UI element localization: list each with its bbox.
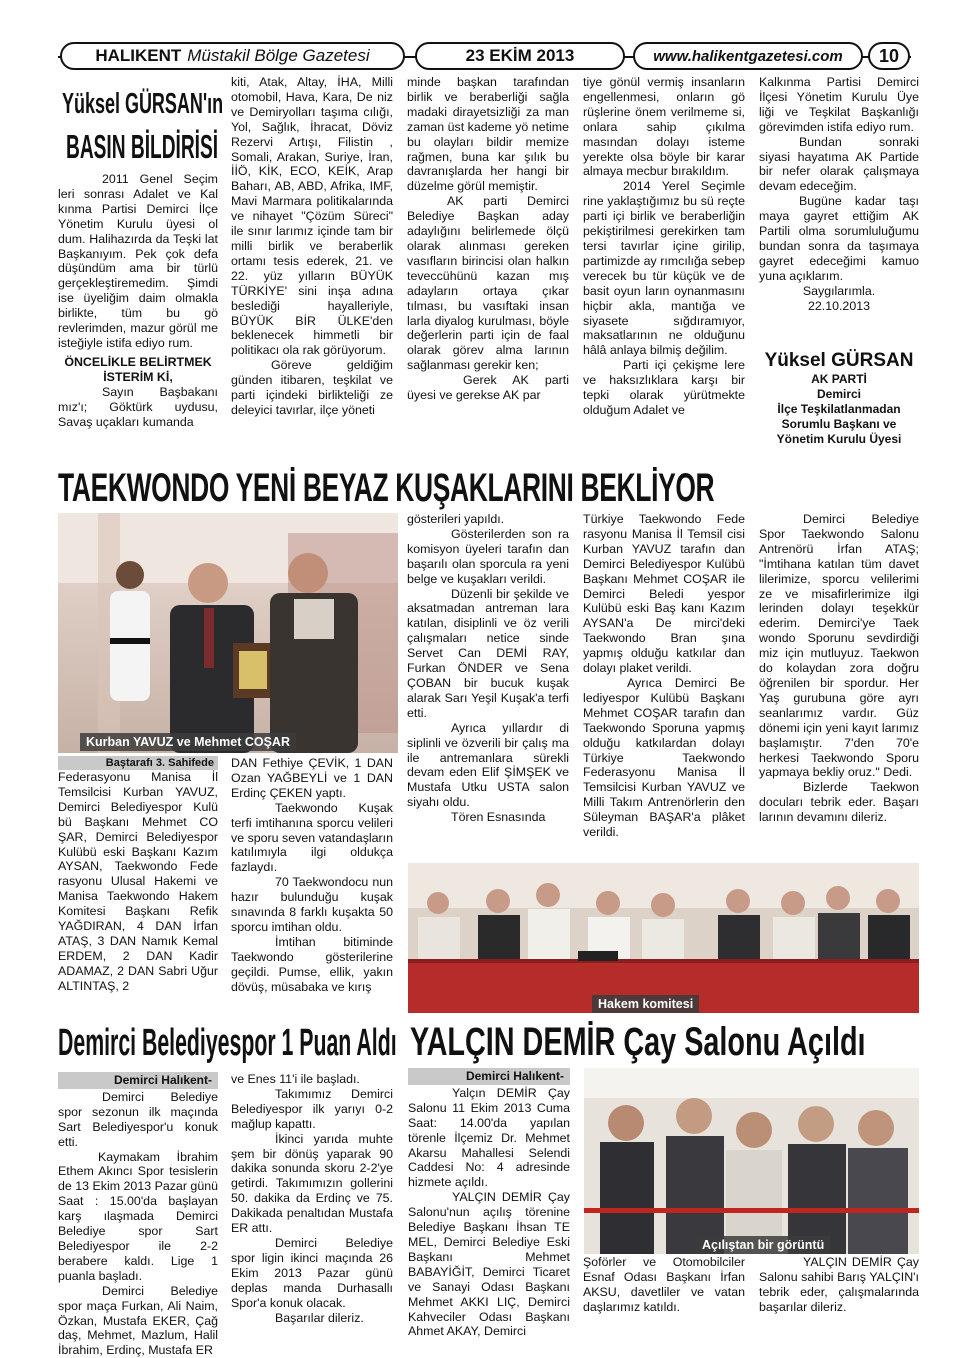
article1-col4-p3: Parti içi çekişme lere ve haksızlıklara karşı bir tepki olarak yürütmekte olduğum Adalet ve — [583, 358, 745, 417]
taekwondo-col2-p4: İmtihan bitiminde Taekwondo gösterilerine geçildi. Pumse, ellik, yakın dövüş, müsabaka ve kırış — [231, 934, 393, 994]
article1-col3-p2: AK parti Demirci Belediye Başkan aday adaylığını belirlemede ölçü olarak alınması gereken vasıfların birincisi olan halkın teveccühünü kazan mış adayların ortaya çıkar tılması, bu vasıftaki insan larla diyalog kurulması, böyle değerlerin parti için de faal olarak görev alma larının sağlanması gerekir ken; — [407, 194, 569, 373]
sports-col2-p4: Demirci Belediye spor ligin ikinci maçında 26 Ekim 2013 Pazar günü deplas manda Durhasallı Spor'a konuk olacak. — [231, 1235, 393, 1310]
taekwondo-col5-p2: Bizlerde Taekwon docuları tebrik eder. Başarı larının devamını dileriz. — [759, 780, 919, 825]
sports-headline: Demirci Belediyespor 1 Puan Aldı — [58, 1022, 397, 1064]
photo-plaque-caption: Kurban YAVUZ ve Mehmet COŞAR — [80, 733, 296, 751]
tea-house-col3 — [759, 1255, 919, 1315]
masthead-subtitle: Müstakil Bölge Gazetesi — [187, 46, 370, 65]
article1-col4-p2: 2014 Yerel Seçimle rine yaklaştığımız bu sü reçte parti içi birlik ve beraberliğin pekiştirilmesi gerekirken tam tersi tavırlar içine girilip, partimizde ay rımcılığa sebep verecek bu tür küçük ve de basit oyun ların oynanmasını hiçbir akla, mantığa ve siyasete sığdıramıyor, maksatlarının ne olduğunu hâlâ anlaya bilmiş değilim. — [583, 179, 745, 358]
article1-signature — [756, 350, 922, 458]
continued-label-text: Baştarafı 3. Sahifede — [105, 757, 214, 769]
sports-col2 — [231, 1072, 393, 1325]
sports-byline: Demirci Halıkent- — [58, 1072, 218, 1089]
masthead[interactable] — [60, 42, 405, 70]
tea-house-byline: Demirci Halıkent- — [408, 1068, 570, 1085]
signature-line4: Sorumlu Başkanı ve — [781, 417, 897, 431]
taekwondo-col5 — [759, 512, 919, 862]
article1-title-line1: Yüksel GÜRSAN'ın — [62, 88, 224, 120]
signature-line2: Demirci — [816, 387, 862, 401]
photo-referee-committee-image — [408, 863, 919, 1013]
taekwondo-col2-p3: 70 Taekwondocu nun hazır bulunduğu kuşak sınavında 8 farklı kuşakta 50 sporcu imtihan oldu. — [231, 875, 393, 934]
issue-date: 23 EKİM 2013 — [415, 42, 625, 70]
article1-closing-date: 22.10.2013 — [807, 298, 870, 313]
photo-plaque-ceremony-image — [58, 513, 398, 753]
article1-col2 — [231, 75, 393, 460]
taekwondo-col4 — [583, 512, 745, 862]
tea-house-col1-p1: Yalçın DEMİR Çay Salonu 11 Ekim 2013 Cuma Saat: 14.00'da yapılan törenle İlçemiz Dr. Mehmet Akarsu Mahallesi Selendi Caddesi No: 4 adresinde hizmete açıldı. — [408, 1085, 570, 1190]
sports-col2-p1: ve Enes 11'i ile başladı. — [231, 1072, 360, 1086]
tea-house-col1-p2: YALÇIN DEMİR Çay Salonu'nun açılış törenine Belediye Başkanı İhsan TE MEL, Demirci Belediye Eski Başkanı Mehmet BABAYİĞİT, Demirci Ticaret ve Sanayi Odası Başkanı Mehmet AKKI LIÇ, Demirci Kahveciler Odası Başkanı Ahmet AKAY, Demirci — [408, 1190, 570, 1339]
masthead-brand: HALIKENT — [95, 46, 182, 65]
photo-plaque-ceremony[interactable] — [58, 513, 398, 753]
tea-house-col2 — [583, 1255, 745, 1315]
taekwondo-col3-p4: Ayrıca yıllardır di siplinli ve özverili bir çalış ma ile antremanlara sürekli devam eden Elif ŞİMŞEK ve Mustafa Utku USTA salon siyahı oldu. — [407, 720, 569, 810]
article1-col3-p1: minde başkan tarafından birlik ve beraberliği sağla madaki dirayetsizliği za man zaman üst kademe yö netime bu olayları bildir memize rağmen, buna kar şılık bu davranışlarda her hangi bir düzelme görül memiştir. — [407, 75, 569, 194]
photo-referee-committee[interactable] — [408, 863, 919, 1013]
taekwondo-col2-p2: Taekwondo Kuşak terfi imtihanına sporcu velileri ve sporu seven vatandaşların katılımıyla ilgi oldukça fazlaydı. — [231, 800, 393, 875]
tea-house-col3-text: YALÇIN DEMİR Çay Salonu sahibi Barış YALÇIN'ı tebrik eder, çalışmalarında başarılar dileriz. — [759, 1255, 919, 1314]
signature-name: Yüksel GÜRSAN — [764, 350, 914, 371]
article1-col4-p1: tiye gönül vermiş insanların engellenmesi, onların gö rüşlerine önem verilmeme si, onlara sahip çıkılma masından dolayı isteme yerekte olsa böyle bir karar almaya mecbur bırakıldım. — [583, 75, 745, 179]
taekwondo-col3-p3: Düzenli bir şekilde ve aksatmadan antreman lara katılan, disiplinli ve öz verili çalışmaları netice sinde Servet Can DEMİ RAY, Furkan ÖNDER ve Sena ÇOBAN bir bucuk kuşak alarak Sarı Yeşil Kuşak'a terfi etti. — [407, 586, 569, 720]
taekwondo-headline: TAEKWONDO YENİ BEYAZ KUŞAKLARINI BEKLİYOR — [58, 466, 715, 510]
article1-subhead: ÖNCELİKLE BELİRTMEK İSTERİM Kİ, — [64, 354, 212, 384]
article1-col5 — [759, 75, 919, 350]
signature-line5: Yönetim Kurulu Üyesi — [776, 432, 902, 446]
taekwondo-col4-p2: Ayrıca Demirci Be lediyespor Kulübü Başkanı Mehmet COŞAR tarafın dan Taekwondo Sporuna yapmış olduğu katkılardan dolayı Türkiye Taekwondo Federasyonu Manisa İl Temsilcisi Kurban YAVUZ ve Milli Takım Antrenörlerin den Süleyman BAŞAR'a plâket verildi. — [583, 675, 745, 840]
sports-col1-p2: Kaymakam İbrahim Ethem Akıncı Spor tesislerin de 13 Ekim 2013 Pazar günü Saat : 15.00'da başlayan karş ılaşmada Demirci Belediye spor Sart Belediyespor ile 2-2 berabere kaldı. Lige 1 puanla başladı. — [58, 1149, 218, 1283]
sports-col2-p3: İkinci yarıda muhte şem bir dönüş yaparak 90 dakika sonunda skoru 2-2'ye getirdi. Takımımızın gollerini 50. dakika da Erdinç ve 75. Dakikada penaltıdan Mustafa ER attı. — [231, 1131, 393, 1236]
article1-col5-p3: Bugüne kadar taşı maya gayret ettiğim AK Partili olma sorumluluğumu bundan sonra da taşımaya gayret edeceğimi kamuo yuna açıklarım. — [759, 194, 919, 283]
taekwondo-col1 — [58, 770, 218, 1010]
website-link[interactable]: www.halikentgazetesi.com — [633, 42, 863, 70]
sports-col1 — [58, 1072, 218, 1358]
article1-col2-p1: kiti, Atak, Altay, İHA, Milli otomobil, Hava, Kara, De niz ve Demiryolları taşıma cılığı, Yol, Sağlık, İhracat, Döviz Rezervi Artışı, Filistin , Somali, Arakan, Suriye, İran, İİÖ, KİK, ECO, KEİK, Arap Baharı, AB, ABD, Afrika, IMF, Mavi Marmara politikalarında ve nihayet "Çözüm Süreci" ile sınır larımız içinde tam bir milli birlik ve beraberlik ortamı tesis ederek, 21. ve 22. yüz yılların BÜYÜK TÜRKİYE' sini inşa adına beslediği hayalleriyle, BÜYÜK BİR ÜLKE'den beklenecek himmetli bir politikacı ola rak görüyorum. — [231, 75, 393, 358]
article1-title-line2: BASIN BİLDİRİSİ — [66, 128, 219, 165]
photo-opening-ribbon[interactable] — [584, 1068, 919, 1254]
taekwondo-col3 — [407, 512, 569, 862]
article1-col4 — [583, 75, 745, 460]
taekwondo-col2 — [231, 756, 393, 1011]
sports-col1-p3: Demirci Belediye spor maça Furkan, Ali Naim, Özkan, Mustafa EKER, Çağ daş, Mehmet, Mazlum, Halil İbrahim, Erdinç, Mustafa ER — [58, 1283, 218, 1358]
taekwondo-col5-p1: Demirci Belediye Spor Taekwondo Salonu Antrenörü İrfan ATAŞ; "İmtihana katılan tüm davet lilerimize, sporcu velilerimi ze ve misafirlerimize ilgi lerinden dolayı teşekkür ederim. Demirci'ye Taek wondo Sporunu sevdirdiği miz için mutluyuz. Taekwon do kolaydan zora doğru öğrenilen bir spordur. Her Yaş gurubuna göre ayrı seanlarımız vardır. Güz dönemi için yeni kayıt larımız başlamıştır. 7'den 70'e herkesi Taekwondo Sporu yapmaya bekliy oruz." Dedi. — [759, 512, 919, 780]
tea-house-col2-text: Şoförler ve Otomobilciler Esnaf Odası Başkanı İrfan AKSU, davetliler ve vatan daşlarımız katıldı. — [583, 1255, 745, 1314]
sports-col2-p5: Başarılar dileriz. — [275, 1310, 364, 1325]
article1-col1-intro: 2011 Genel Seçim leri sonrası Adalet ve Kal kınma Partisi Demirci İlçe Yönetim Kurulu üyesi ol dum. Halihazırda da Teşki lat Başkanıyım. Pek çok defa düşündüm ama bir türlü gerçekleştiremedim. Şimdi ise üyeliğim daim olmakla birlikte, tüm bu gö revlerimden, mazur görül me isteğiyle istifa ediyo rum. — [58, 172, 218, 350]
taekwondo-col3-p1: gösterileri yapıldı. — [407, 512, 505, 526]
tea-house-headline: YALÇIN DEMİR Çay Salonu Açıldı — [410, 1020, 866, 1064]
article1-col5-p1: Kalkınma Partisi Demirci İlçesi Yönetim Kurulu Üye liği ve Teşkilat Başkanlığı görevimden istifa ediyo rum. — [759, 75, 919, 134]
taekwondo-col3-p5: Tören Esnasında — [451, 810, 546, 825]
signature-line1: AK PARTİ — [811, 372, 867, 386]
taekwondo-col1-text: Federasyonu Manisa İl Temsilcisi Kurban YAVUZ, Demirci Belediyespor Kulü bü Başkanı Mehmet CO ŞAR, Demirci Belediyespor Kulübü eski Başkanı Kazım AYSAN, Taekwondo Fede rasyonu Ulusal Hakemi ve Manisa Taekwondo Hakem Komitesi Başkanı Refik YAĞDIRAN, 4 DAN İrfan ATAŞ, 3 DAN Namık Kemal ERDEM, 2 DAN Kadir ADAMAZ, 2 DAN Sabri Uğur ALTINTAŞ, 2 — [58, 770, 218, 993]
tea-house-col1 — [408, 1068, 570, 1339]
article1-col1 — [58, 172, 218, 462]
taekwondo-col4-p1: Türkiye Taekwondo Fede rasyonu Manisa İl Temsil cisi Kurban YAVUZ tarafın dan Demirci Belediyespor Kulübü Başkanı Mehmet COŞAR ile Demirci Beledi yespor Kulübü eski Baş kanı Kazım AYSAN'a De mirci'deki Taekwondo Bran şına yapmış olduğu katkılar dan dolayı plaket verildi. — [583, 512, 745, 676]
signature-line3: İlçe Teşkilatlanmadan — [777, 402, 901, 416]
photo-referee-caption: Hakem komitesi — [592, 995, 699, 1013]
photo-opening-ribbon-image — [584, 1068, 919, 1254]
page-number: 10 — [868, 42, 910, 70]
sports-col2-p2: Takımımız Demirci Belediyespor ilk yarıyı 0-2 mağlup kapattı. — [231, 1086, 393, 1131]
taekwondo-col3-p2: Gösterilerden son ra komisyon üyeleri tarafın dan başarılı olan sporcula ra yeni belge ve kuşakları verildi. — [407, 526, 569, 586]
sports-col1-p1: Demirci Belediye spor sezonun ilk maçında Sart Belediyespor'u konuk etti. — [58, 1089, 218, 1149]
continued-label — [58, 756, 218, 770]
article1-col2-p2: Göreve geldiğim günden itibaren, teşkilat ve parti içindeki birlikteliği ze deleyici tavırlar, ilçe yöneti — [231, 358, 393, 417]
photo-opening-caption: Açılıştan bir görüntü — [696, 1236, 830, 1254]
article1-col3-p3: Gerek AK parti üyesi ve gerekse AK par — [407, 373, 569, 403]
article1-col5-p2: Bundan sonraki siyasi hayatıma AK Partide bir nefer olarak çalışmaya devam edeceğim. — [759, 134, 919, 194]
article1-closing: Saygılarımla. — [802, 283, 876, 298]
taekwondo-col2-p1: DAN Fethiye ÇEVİK, 1 DAN Ozan YAĞBEYLİ ve 1 DAN Erdinç ÇEKEN yaptı. — [231, 756, 393, 800]
article1-col1-rest: Sayın Başbakanı mız'ı; Göktürk uydusu, Savaş uçakları kumanda — [58, 384, 218, 429]
article1-col3 — [407, 75, 569, 460]
